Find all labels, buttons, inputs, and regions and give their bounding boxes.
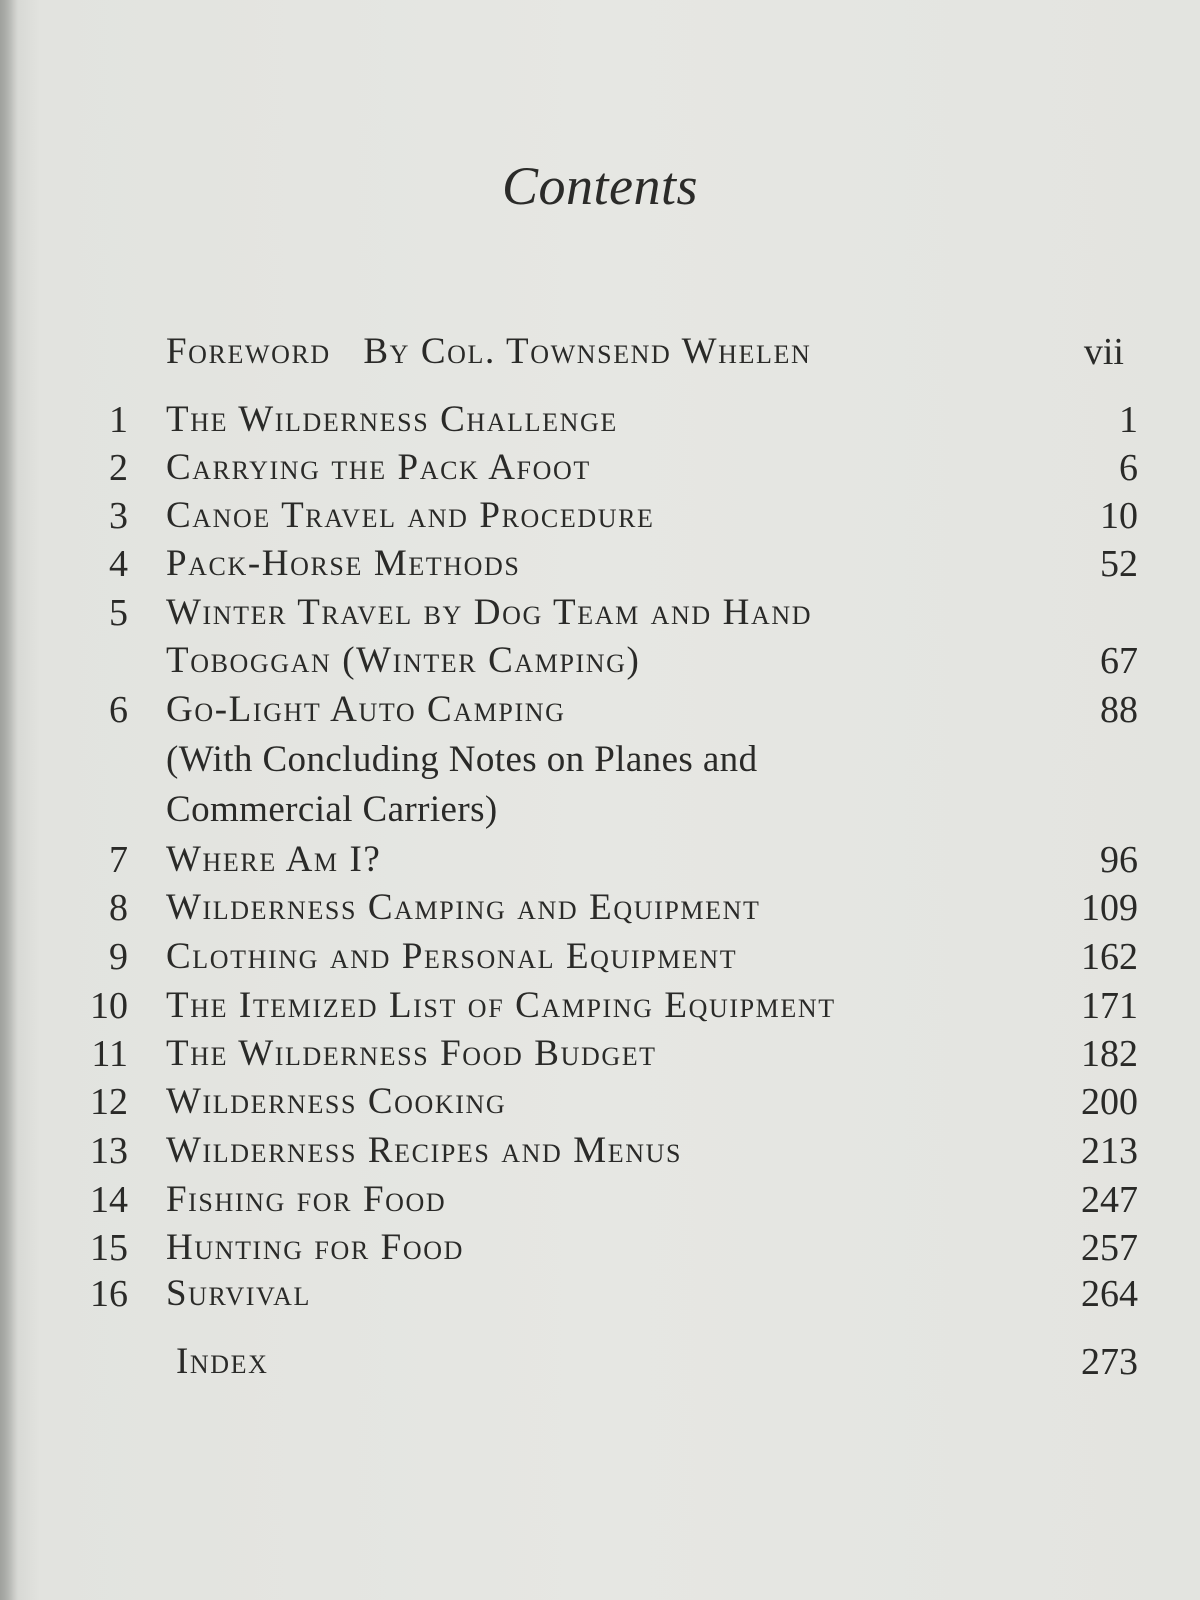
chapter-title: Canoe Travel and Procedure: [166, 495, 655, 536]
chapter-number: 4: [109, 543, 128, 585]
chapter-title: Where Am I?: [166, 839, 382, 880]
chapter-title: Carrying the Pack Afoot: [166, 447, 591, 488]
chapter-page: 200: [1081, 1081, 1138, 1123]
chapter-number: 12: [90, 1081, 128, 1123]
toc-foreword: [0, 326, 1200, 378]
toc-chapter: [0, 834, 1200, 886]
chapter-page: 67: [1100, 640, 1138, 682]
chapter-title: Survival: [166, 1273, 311, 1314]
chapter-title: Pack-Horse Methods: [166, 543, 521, 584]
chapter-number: 16: [90, 1273, 128, 1315]
chapter-page: 171: [1081, 985, 1138, 1027]
chapter-page: 109: [1081, 887, 1138, 929]
page-title: Contents: [501, 156, 698, 216]
index-label: Index: [176, 1341, 269, 1382]
chapter-title: Wilderness Cooking: [166, 1081, 507, 1122]
toc-chapter: [0, 394, 1200, 446]
chapter-page: 213: [1081, 1130, 1138, 1172]
chapter-title-continued: Toboggan (Winter Camping): [166, 640, 641, 681]
chapter-page: 162: [1081, 936, 1138, 978]
chapter-number: 1: [109, 399, 128, 441]
chapter-number: 9: [109, 936, 128, 978]
chapter-page: 264: [1081, 1273, 1138, 1315]
toc-chapter: [0, 882, 1200, 934]
toc-chapter: [0, 931, 1200, 983]
chapter-page: 247: [1081, 1179, 1138, 1221]
chapter-number: 7: [109, 839, 128, 881]
toc-chapter: [0, 442, 1200, 494]
index-page: 273: [1081, 1341, 1138, 1383]
toc-chapter: [0, 1076, 1200, 1128]
chapter-page: 1: [1119, 399, 1138, 441]
toc-chapter: [0, 1174, 1200, 1226]
foreword-label: Foreword By Col. Townsend Whelen: [166, 331, 812, 372]
chapter-subtitle: Commercial Carriers): [166, 789, 498, 830]
toc-chapter-subtitle: [0, 784, 1200, 836]
chapter-title: Hunting for Food: [166, 1227, 464, 1268]
toc-chapter: [0, 587, 1200, 639]
toc-chapter: [0, 1222, 1200, 1274]
chapter-page: 257: [1081, 1227, 1138, 1269]
foreword-page: vii: [1083, 331, 1124, 373]
chapter-page: 88: [1100, 689, 1138, 731]
chapter-page: 52: [1100, 543, 1138, 585]
chapter-number: 13: [90, 1130, 128, 1172]
chapter-title: Wilderness Camping and Equipment: [166, 887, 761, 928]
chapter-page: 6: [1119, 447, 1138, 489]
toc-chapter: [0, 1125, 1200, 1177]
chapter-title: Go-Light Auto Camping: [166, 689, 566, 730]
chapter-number: 6: [109, 689, 128, 731]
toc-chapter: [0, 1028, 1200, 1080]
toc-chapter: [0, 538, 1200, 590]
toc-chapter-continuation: [0, 635, 1200, 687]
toc-chapter: [0, 980, 1200, 1032]
chapter-title: Fishing for Food: [166, 1179, 447, 1220]
toc-chapter: [0, 1268, 1200, 1320]
chapter-title: The Itemized List of Camping Equipment: [166, 985, 836, 1026]
chapter-number: 8: [109, 887, 128, 929]
chapter-page: 182: [1081, 1033, 1138, 1075]
chapter-title: Clothing and Personal Equipment: [166, 936, 738, 977]
chapter-number: 14: [90, 1179, 128, 1221]
chapter-title: The Wilderness Challenge: [166, 399, 618, 440]
chapter-number: 5: [109, 592, 128, 634]
chapter-title: Winter Travel by Dog Team and Hand: [166, 592, 813, 633]
toc-chapter: [0, 490, 1200, 542]
chapter-subtitle: (With Concluding Notes on Planes and: [166, 739, 758, 780]
toc-index: [0, 1336, 1200, 1388]
toc-chapter-subtitle: [0, 734, 1200, 786]
chapter-number: 3: [109, 495, 128, 537]
chapter-page: 96: [1100, 839, 1138, 881]
toc-chapter: [0, 684, 1200, 736]
chapter-number: 10: [90, 985, 128, 1027]
chapter-title: The Wilderness Food Budget: [166, 1033, 657, 1074]
chapter-number: 15: [90, 1227, 128, 1269]
chapter-number: 2: [109, 447, 128, 489]
chapter-title: Wilderness Recipes and Menus: [166, 1130, 683, 1171]
chapter-number: 11: [91, 1033, 128, 1075]
chapter-page: 10: [1100, 495, 1138, 537]
